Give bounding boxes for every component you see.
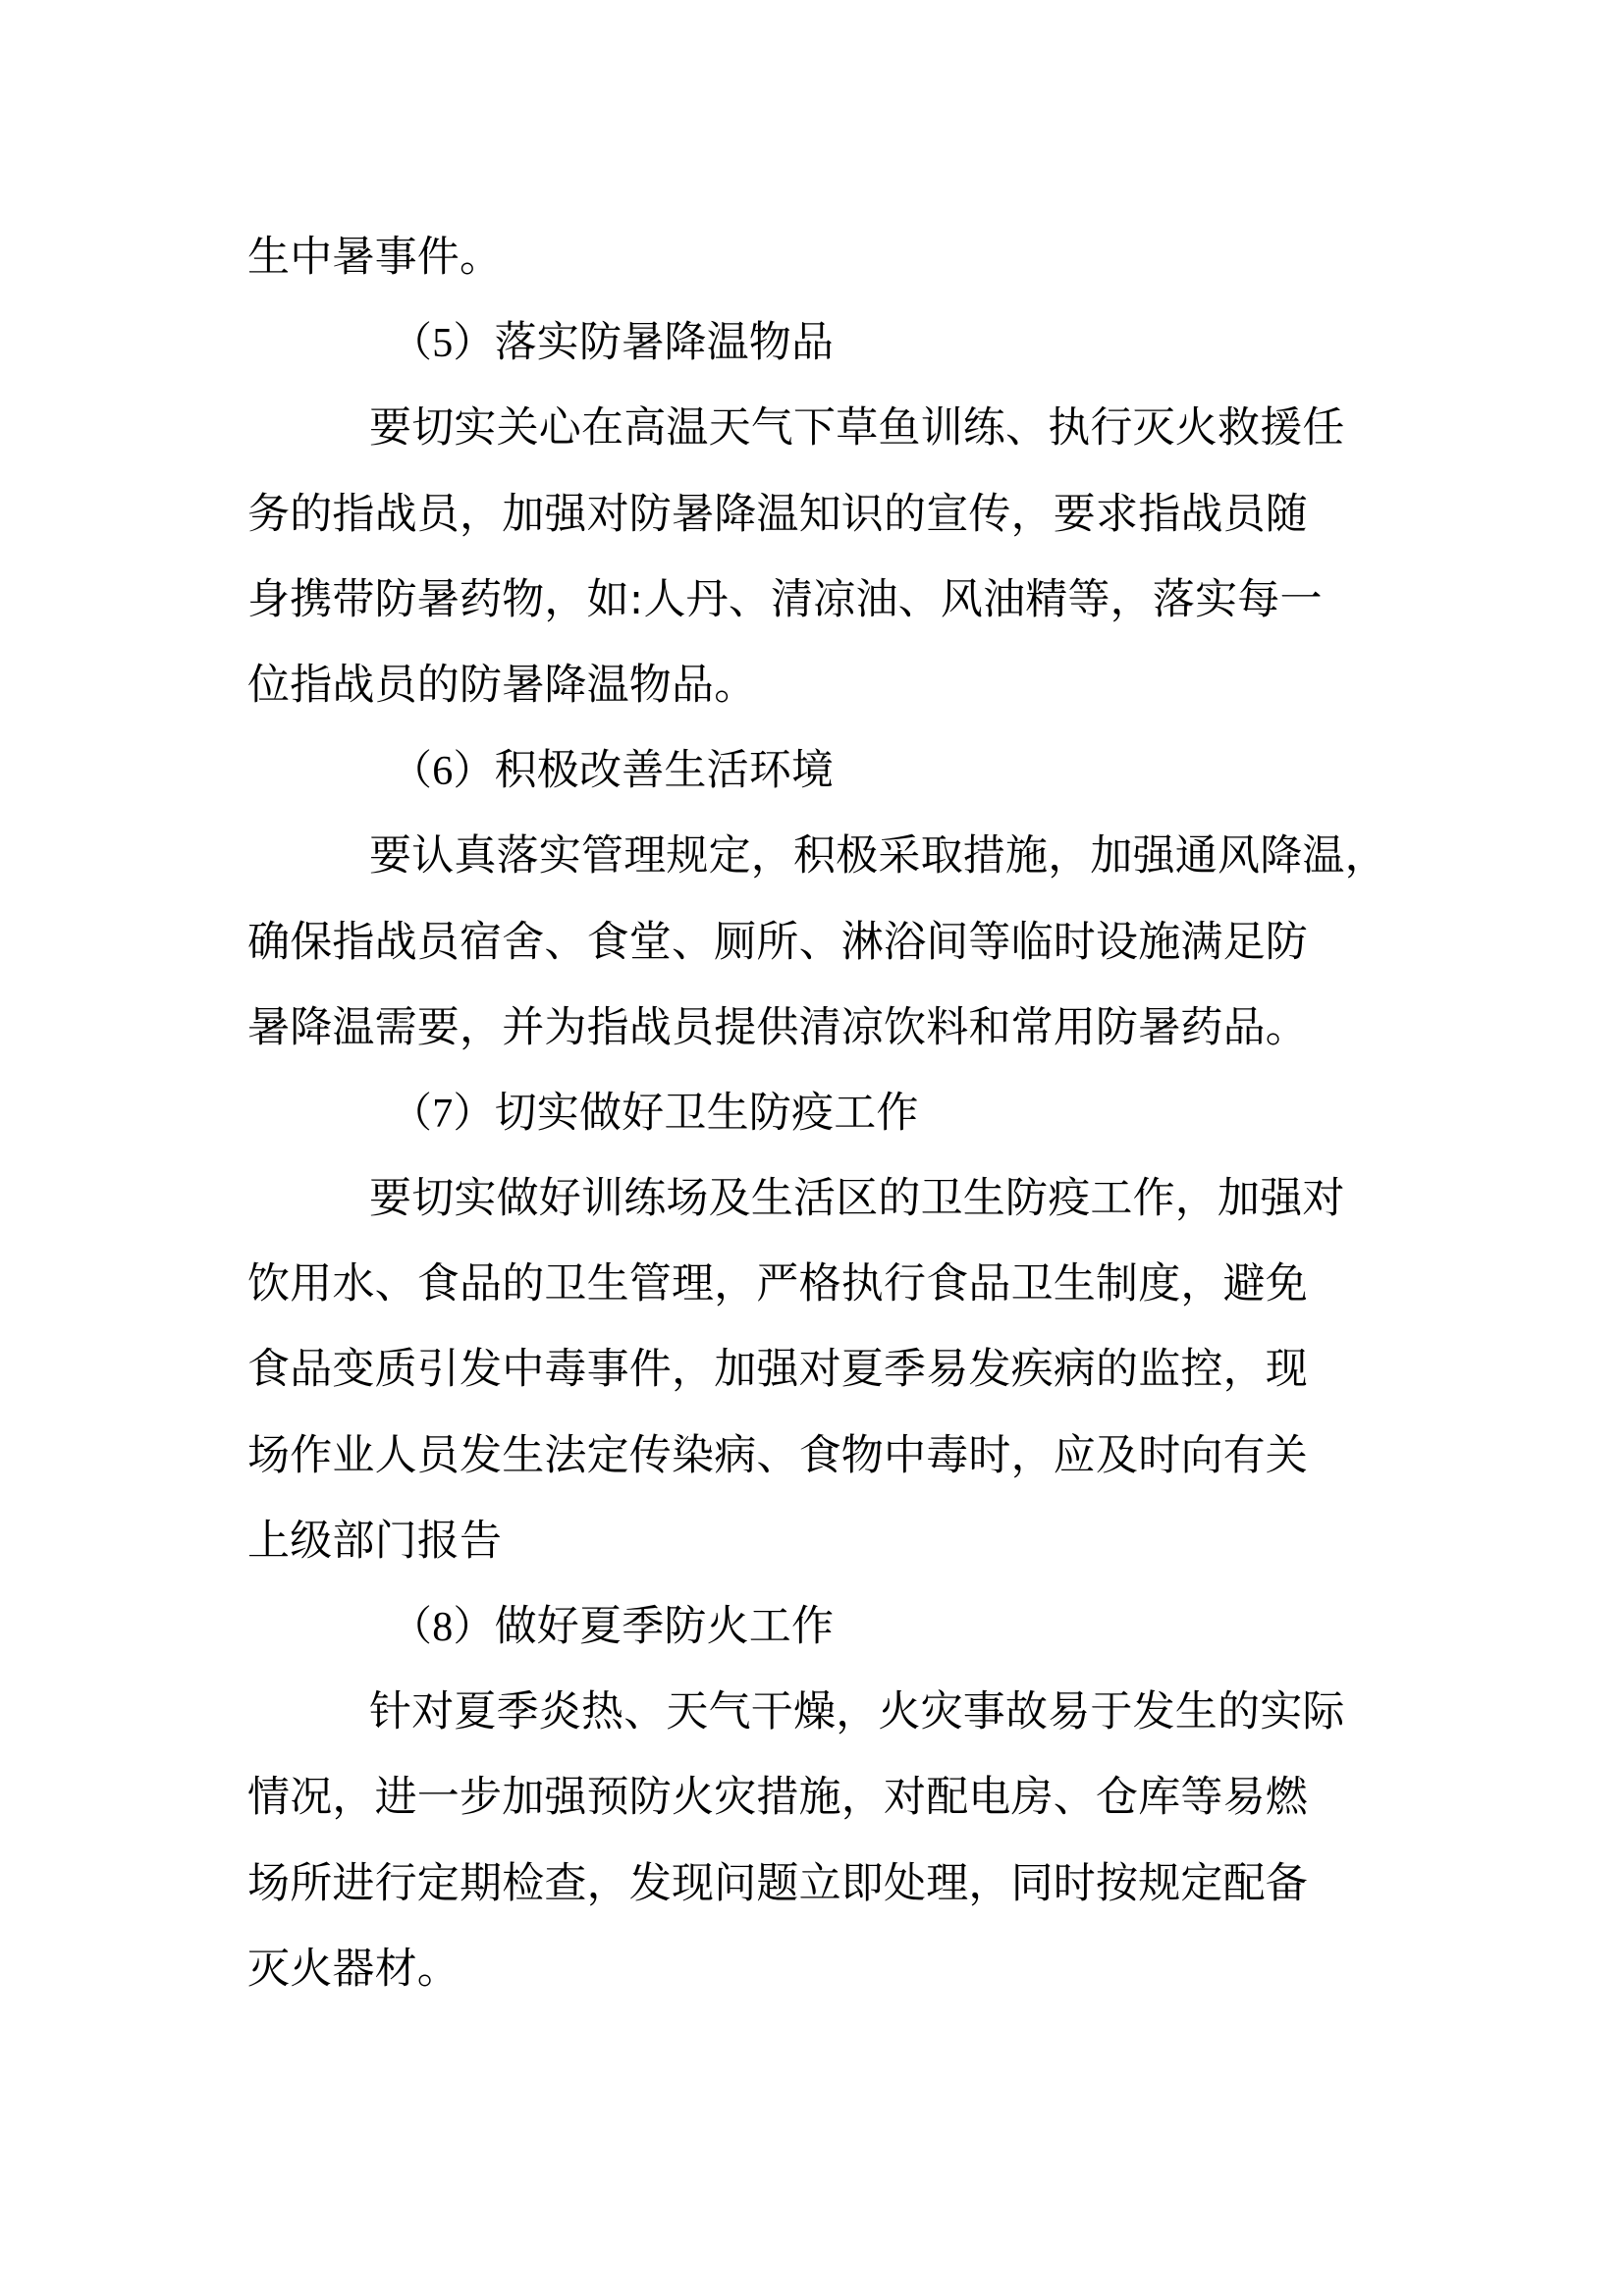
section-heading-5 bbox=[247, 307, 1391, 393]
section-title: 积极改善生活环境 bbox=[494, 746, 835, 796]
paragraph-line: 上级部门报告 bbox=[247, 1516, 503, 1566]
paragraph-line: 要切实关心在高温天气下草鱼训练、执行灭火救援任 bbox=[369, 403, 1345, 454]
section-title: 切实做好卫生防疫工作 bbox=[494, 1088, 919, 1138]
paragraph-line: 情况，进一步加强预防火灾措施，对配电房、仓库等易燃 bbox=[247, 1773, 1308, 1823]
paragraph-line: 位指战员的防暑降温物品。 bbox=[247, 660, 757, 710]
paragraph-line: 暑降温需要，并为指战员提供清凉饮料和常用防暑药品。 bbox=[247, 1002, 1308, 1052]
paragraph-line: 灭火器材。 bbox=[247, 1944, 460, 1994]
section-number: （6） bbox=[391, 749, 495, 795]
section-title: 做好夏季防火工作 bbox=[494, 1602, 835, 1651]
section-heading-8 bbox=[247, 1591, 1391, 1677]
section-title: 落实防暑降温物品 bbox=[494, 318, 835, 368]
paragraph-line: 场所进行定期检查，发现问题立即处理，同时按规定配备 bbox=[247, 1858, 1308, 1908]
paragraph-line: 场作业人员发生法定传染病、食物中毒时，应及时向有关 bbox=[247, 1430, 1308, 1480]
text-line: 生中暑事件。 bbox=[247, 233, 503, 282]
section-heading-6 bbox=[247, 735, 1391, 821]
paragraph-line: 要切实做好训练场及生活区的卫生防疫工作，加强对 bbox=[369, 1174, 1345, 1224]
paragraph-line: 饮用水、食品的卫生管理，严格执行食品卫生制度，避免 bbox=[247, 1259, 1308, 1309]
paragraph-line: 针对夏季炎热、天气干燥，火灾事故易于发生的实际 bbox=[369, 1687, 1345, 1737]
section-heading-7 bbox=[247, 1078, 1391, 1163]
paragraph-line: 食品变质引发中毒事件，加强对夏季易发疾病的监控，现 bbox=[247, 1345, 1308, 1395]
paragraph-line: 务的指战员，加强对防暑降温知识的宣传，要求指战员随 bbox=[247, 489, 1308, 539]
section-number: （7） bbox=[391, 1091, 495, 1137]
paragraph-line: 要认真落实管理规定，积极采取措施，加强通风降温， bbox=[369, 831, 1387, 881]
document-page bbox=[247, 222, 1391, 2019]
paragraph-line: 确保指战员宿舍、食堂、厕所、淋浴间等临时设施满足防 bbox=[247, 917, 1308, 967]
section-number: （5） bbox=[391, 321, 495, 367]
paragraph-line: 身携带防暑药物，如:人丹、清凉油、风油精等，落实每一 bbox=[247, 574, 1323, 624]
section-number: （8） bbox=[391, 1605, 495, 1650]
